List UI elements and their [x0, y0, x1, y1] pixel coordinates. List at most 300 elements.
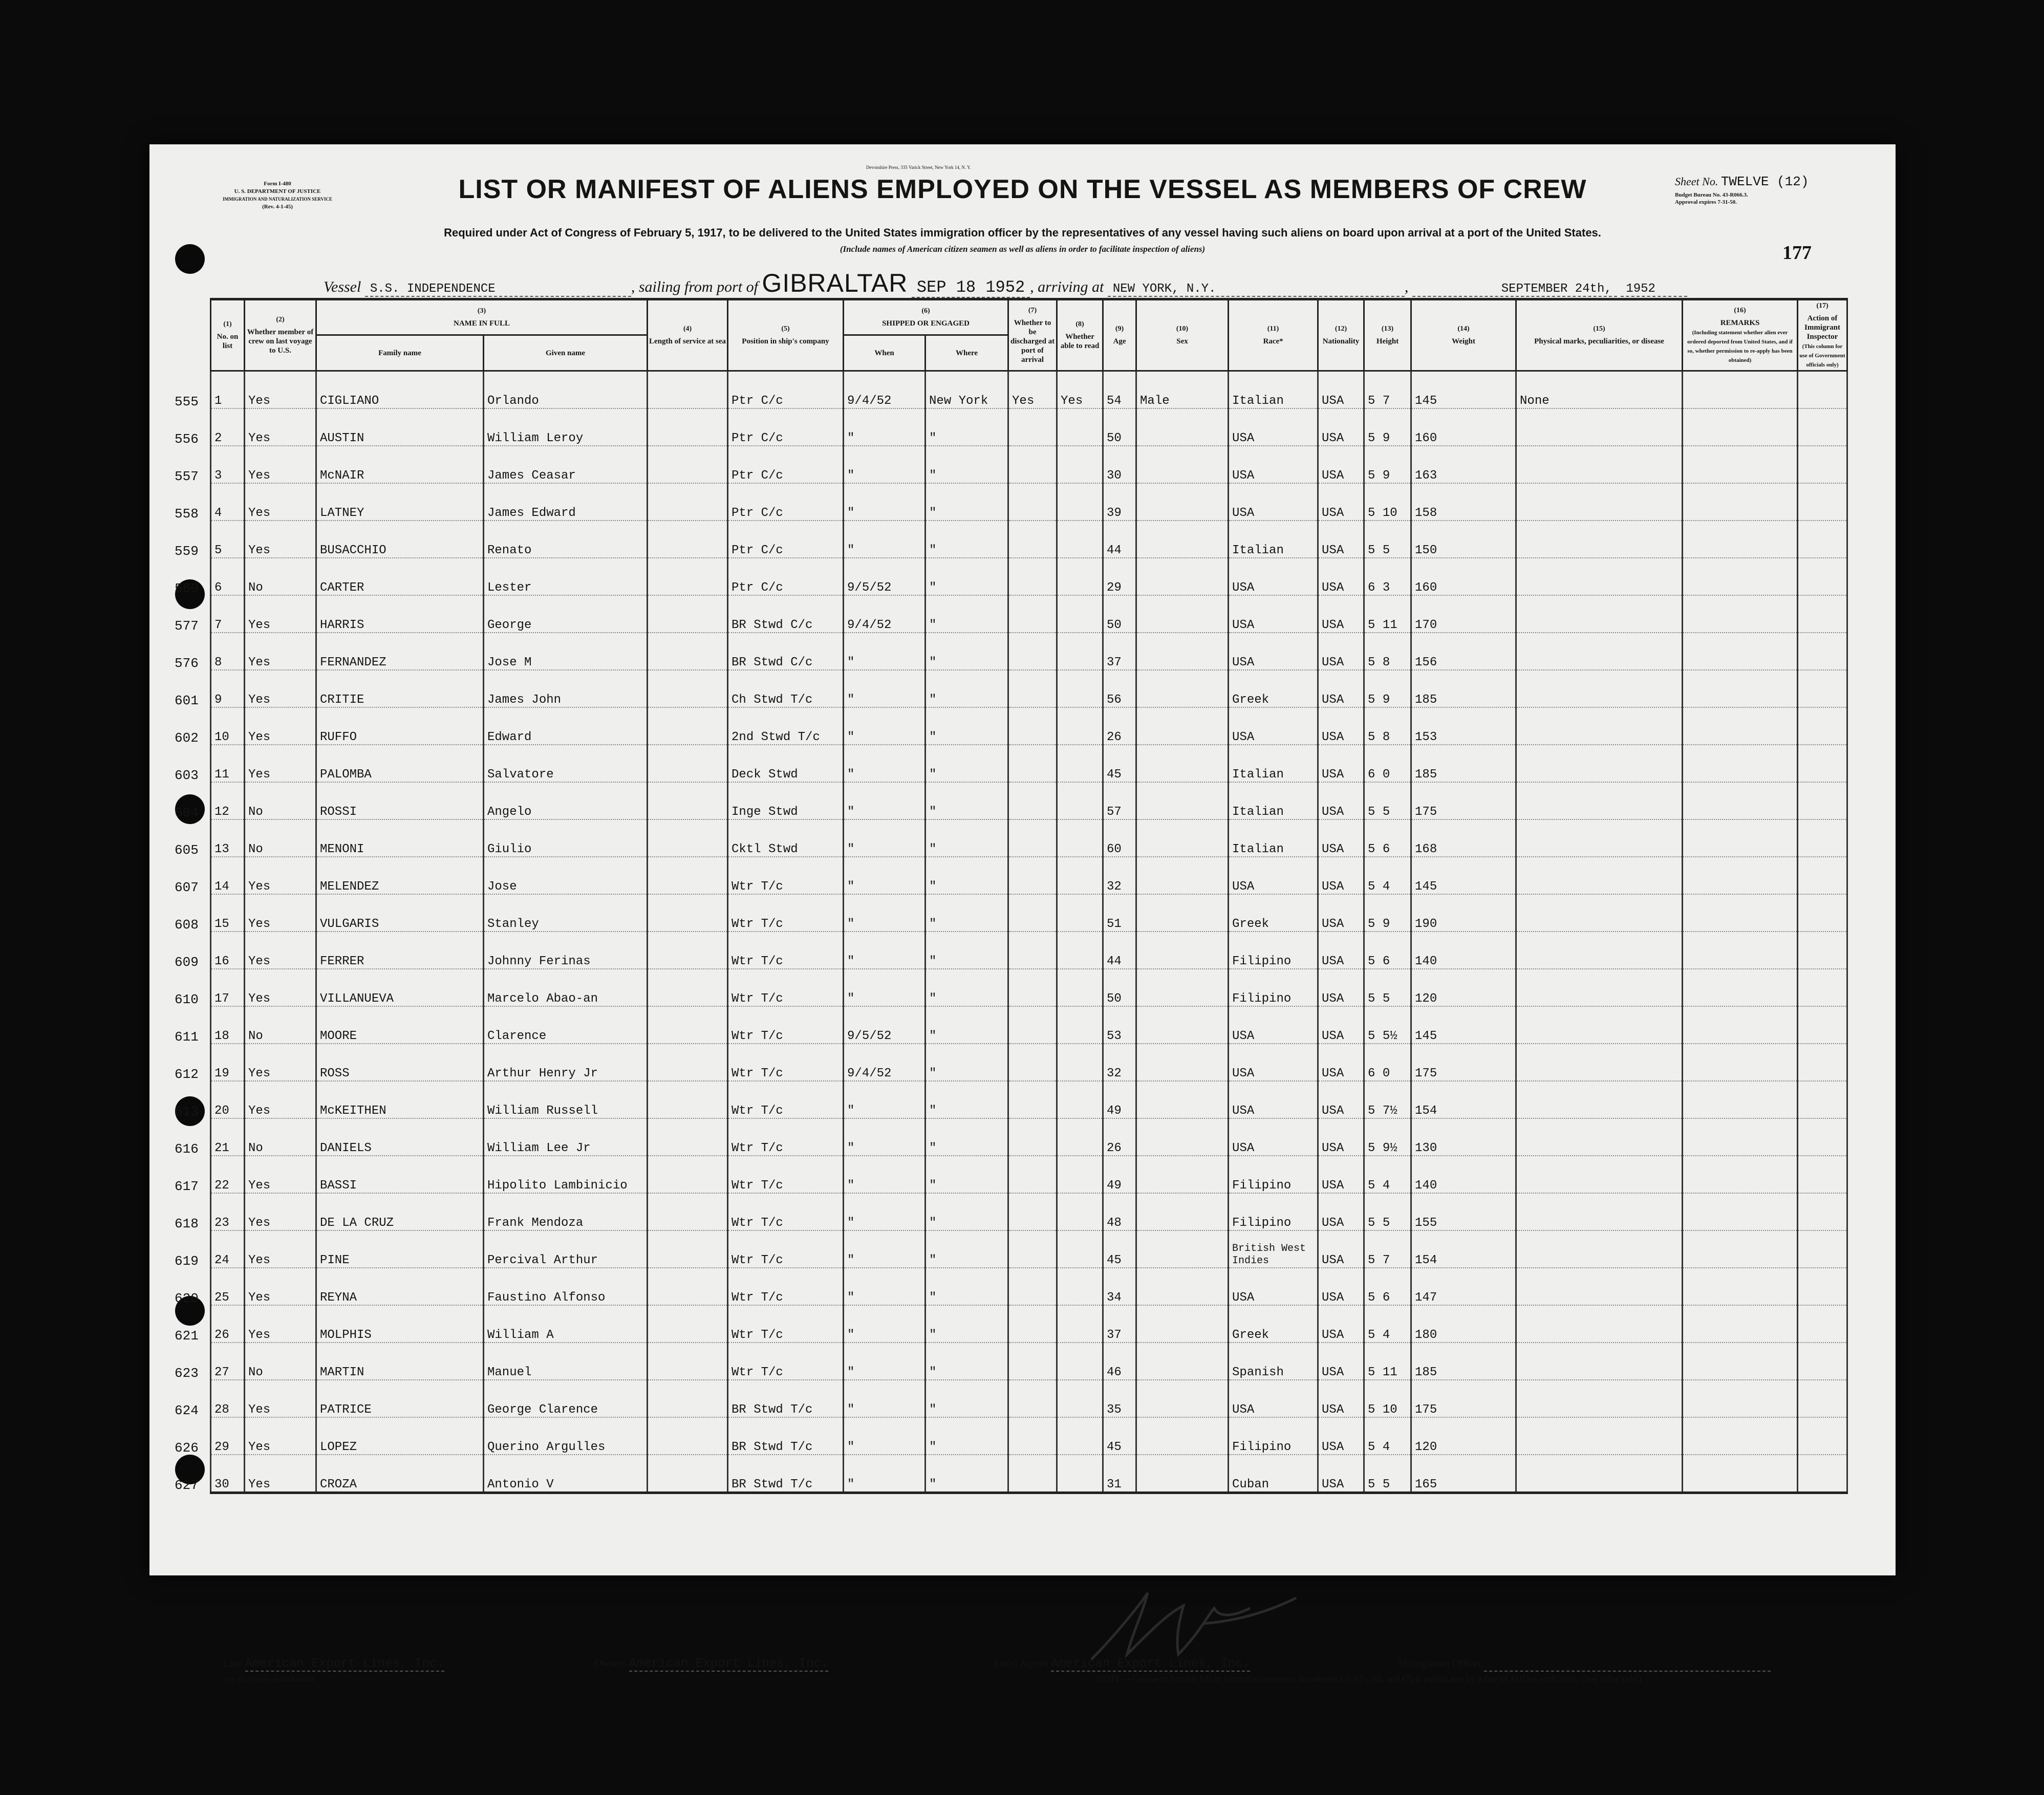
vessel-label: Vessel [324, 278, 361, 295]
race-cell: USA [1229, 1118, 1318, 1156]
height-cell: 5 5 [1364, 969, 1411, 1006]
position-cell: Wtr T/c [728, 1006, 844, 1044]
sex-cell [1136, 894, 1229, 932]
table-row [211, 1118, 1847, 1156]
service-name: IMMIGRATION AND NATURALIZATION SERVICE [223, 197, 332, 202]
sex-cell [1136, 857, 1229, 894]
physical-marks-cell [1516, 408, 1683, 446]
discharge-cell [1008, 1118, 1057, 1156]
list-number: 2 [214, 431, 222, 445]
shipped-where-cell: " [926, 1193, 1008, 1230]
discharge-cell [1008, 1380, 1057, 1417]
height-cell: 5 4 [1364, 1305, 1411, 1343]
weight-cell: 185 [1411, 670, 1516, 707]
height-cell: 5 6 [1364, 819, 1411, 857]
inspector-action-cell [1798, 969, 1847, 1006]
shipped-when-cell: " [844, 633, 926, 670]
able-to-read-cell [1057, 1455, 1103, 1493]
physical-marks-cell [1516, 1343, 1683, 1380]
serial-number: 623 [175, 1366, 199, 1381]
discharge-cell [1008, 1417, 1057, 1455]
sex-cell [1136, 1006, 1229, 1044]
arrival-year: 1952 [1621, 282, 1687, 297]
list-number: 26 [214, 1328, 229, 1342]
penalty-note: NOTE.—Failure to furnish full or correct information in columns (3), (5), (6), and (7) is punishable by a fine of $10 for each alien. (See other side.) [1096, 1674, 1642, 1684]
list-number: 1 [214, 394, 222, 408]
physical-marks-cell [1516, 483, 1683, 521]
able-to-read-cell [1057, 483, 1103, 521]
given-name-cell: Angelo [484, 782, 648, 819]
shipped-when-cell: " [844, 1081, 926, 1118]
table-row [211, 1455, 1847, 1493]
able-to-read-cell [1057, 969, 1103, 1006]
manifest-body [175, 371, 1847, 1493]
service-length-cell [648, 782, 728, 819]
row-number-cell [175, 932, 245, 970]
shipped-where-cell: " [926, 1006, 1008, 1044]
weight-cell: 145 [1411, 1006, 1516, 1044]
given-name-cell: Jose M [484, 633, 648, 670]
family-name-cell: BASSI [316, 1156, 484, 1193]
inspector-action-cell [1798, 521, 1847, 558]
serial-number: 556 [175, 431, 199, 447]
discharge-cell [1008, 1081, 1057, 1118]
position-cell: BR Stwd C/c [728, 633, 844, 670]
shipped-where-cell: " [926, 521, 1008, 558]
previous-voyage-cell: Yes [245, 1230, 316, 1268]
discharge-cell [1008, 558, 1057, 595]
race-cell: Cuban [1229, 1455, 1318, 1493]
row-number-cell [175, 1230, 245, 1269]
able-to-read-cell [1057, 1193, 1103, 1230]
family-name-cell: FERRER [316, 932, 484, 969]
weight-cell: 190 [1411, 894, 1516, 932]
given-name-cell: William Lee Jr [484, 1118, 648, 1156]
remarks-cell [1683, 819, 1798, 857]
position-cell: Ptr C/c [728, 371, 844, 409]
table-row [211, 819, 1847, 857]
nationality-cell: USA [1318, 1380, 1364, 1417]
sex-cell [1136, 1230, 1229, 1268]
physical-marks-cell [1516, 1193, 1683, 1230]
weight-cell: 130 [1411, 1118, 1516, 1156]
physical-marks-cell [1516, 558, 1683, 595]
able-to-read-cell [1057, 670, 1103, 707]
row-number-cell [175, 1193, 245, 1231]
officer-value [1484, 1657, 1771, 1672]
table-row [211, 894, 1847, 932]
height-cell: 5 4 [1364, 857, 1411, 894]
family-name-cell: LATNEY [316, 483, 484, 521]
service-length-cell [648, 1044, 728, 1081]
height-cell: 5 7½ [1364, 1081, 1411, 1118]
previous-voyage-cell: Yes [245, 1380, 316, 1417]
physical-marks-cell [1516, 969, 1683, 1006]
list-number: 20 [214, 1104, 229, 1118]
row-number-cell [175, 1455, 245, 1493]
able-to-read-cell [1057, 1305, 1103, 1343]
family-name-cell: CARTER [316, 558, 484, 595]
shipped-when-cell: " [844, 670, 926, 707]
previous-voyage-cell: Yes [245, 1455, 316, 1493]
table-row [211, 446, 1847, 483]
discharge-cell [1008, 857, 1057, 894]
service-length-cell [648, 670, 728, 707]
previous-voyage-cell: Yes [245, 633, 316, 670]
age-cell: 46 [1103, 1343, 1136, 1380]
serial-number: 576 [175, 656, 199, 671]
col-discharge-header: (7) Whether to be discharged at port of arrival [1008, 299, 1057, 371]
physical-marks-cell [1516, 595, 1683, 633]
height-cell: 5 5 [1364, 1193, 1411, 1230]
serial-number: 613 [175, 1104, 199, 1119]
shipped-when-cell: " [844, 446, 926, 483]
table-row [211, 558, 1847, 595]
weight-cell: 180 [1411, 1305, 1516, 1343]
race-cell: Italian [1229, 521, 1318, 558]
row-number-cell [175, 969, 245, 1007]
sex-cell [1136, 1455, 1229, 1493]
list-number: 29 [214, 1440, 229, 1454]
serial-number: 559 [175, 544, 199, 559]
list-number: 8 [214, 656, 222, 669]
age-cell: 49 [1103, 1156, 1136, 1193]
inspector-action-cell [1798, 1343, 1847, 1380]
previous-voyage-cell: Yes [245, 483, 316, 521]
height-cell: 6 0 [1364, 1044, 1411, 1081]
shipped-when-cell: " [844, 969, 926, 1006]
height-cell: 5 8 [1364, 633, 1411, 670]
nationality-cell: USA [1318, 1156, 1364, 1193]
vessel-name: S.S. INDEPENDENCE [365, 282, 631, 297]
departure-port-stamp: GIBRALTAR [762, 269, 908, 297]
family-name-cell: FERNANDEZ [316, 633, 484, 670]
inspector-action-cell [1798, 1193, 1847, 1230]
service-length-cell [648, 371, 728, 409]
family-name-cell: PALOMBA [316, 745, 484, 782]
shipped-where-cell: " [926, 1156, 1008, 1193]
position-cell: Wtr T/c [728, 857, 844, 894]
serial-number: 610 [175, 992, 199, 1007]
inspector-action-cell [1798, 1044, 1847, 1081]
given-name-cell: James John [484, 670, 648, 707]
remarks-cell [1683, 745, 1798, 782]
discharge-cell [1008, 932, 1057, 969]
given-name-cell: George [484, 595, 648, 633]
service-length-cell [648, 857, 728, 894]
col-physical-marks-header: (15) Physical marks, peculiarities, or disease [1516, 299, 1683, 371]
race-cell: USA [1229, 857, 1318, 894]
footer-officer [1398, 1657, 1771, 1672]
race-cell: Italian [1229, 782, 1318, 819]
shipped-when-cell: 9/5/52 [844, 558, 926, 595]
height-cell: 5 5 [1364, 1455, 1411, 1493]
shipped-where-cell: " [926, 670, 1008, 707]
departure-date: SEP 18 1952 [912, 278, 1030, 298]
inspector-action-cell [1798, 558, 1847, 595]
race-cell: USA [1229, 408, 1318, 446]
nationality-cell: USA [1318, 521, 1364, 558]
sex-cell [1136, 1268, 1229, 1305]
inspector-action-cell [1798, 1455, 1847, 1493]
row-number-cell [175, 782, 245, 820]
col-sex-header: (10) Sex [1136, 299, 1229, 371]
service-length-cell [648, 483, 728, 521]
given-name-cell: Percival Arthur [484, 1230, 648, 1268]
shipped-where-cell: " [926, 558, 1008, 595]
row-number-cell [175, 595, 245, 634]
shipped-when-cell: " [844, 1193, 926, 1230]
able-to-read-cell: Yes [1057, 371, 1103, 409]
previous-voyage-cell: Yes [245, 707, 316, 745]
inspector-action-cell [1798, 745, 1847, 782]
able-to-read-cell [1057, 521, 1103, 558]
height-cell: 5 10 [1364, 483, 1411, 521]
inspector-action-cell [1798, 894, 1847, 932]
given-name-cell: Manuel [484, 1343, 648, 1380]
row-number-cell [175, 707, 245, 746]
serial-number: 618 [175, 1216, 199, 1231]
age-cell: 50 [1103, 595, 1136, 633]
given-name-cell: James Ceasar [484, 446, 648, 483]
discharge-cell [1008, 1156, 1057, 1193]
table-row [211, 371, 1847, 409]
col-height-header: (13) Height [1364, 299, 1411, 371]
physical-marks-cell: None [1516, 371, 1683, 409]
shipped-where-cell: " [926, 1380, 1008, 1417]
table-row [211, 1081, 1847, 1118]
previous-voyage-cell: Yes [245, 371, 316, 409]
remarks-cell [1683, 1118, 1798, 1156]
serial-number: 619 [175, 1253, 199, 1269]
nationality-cell: USA [1318, 782, 1364, 819]
row-number-cell [175, 670, 245, 708]
weight-cell: 140 [1411, 932, 1516, 969]
service-length-cell [648, 595, 728, 633]
page-number: 177 [1782, 242, 1812, 264]
serial-number: 627 [175, 1478, 199, 1493]
row-number-cell [175, 894, 245, 933]
given-name-cell: Edward [484, 707, 648, 745]
inspector-action-cell [1798, 707, 1847, 745]
height-cell: 5 6 [1364, 932, 1411, 969]
previous-voyage-cell: Yes [245, 1417, 316, 1455]
list-number: 5 [214, 544, 222, 557]
sex-cell [1136, 558, 1229, 595]
table-row [211, 670, 1847, 707]
nationality-cell: USA [1318, 819, 1364, 857]
table-row [211, 707, 1847, 745]
previous-voyage-cell: No [245, 1118, 316, 1156]
weight-cell: 120 [1411, 1417, 1516, 1455]
serial-number: 577 [175, 618, 199, 634]
given-name-cell: Orlando [484, 371, 648, 409]
service-length-cell [648, 1230, 728, 1268]
weight-cell: 155 [1411, 1193, 1516, 1230]
family-name-cell: PINE [316, 1230, 484, 1268]
serial-number: 557 [175, 469, 199, 484]
shipped-where-cell: " [926, 745, 1008, 782]
family-name-cell: DANIELS [316, 1118, 484, 1156]
row-number-cell [175, 408, 245, 447]
shipped-where-cell: " [926, 819, 1008, 857]
nationality-cell: USA [1318, 1044, 1364, 1081]
previous-voyage-cell: Yes [245, 595, 316, 633]
row-number-cell [175, 1118, 245, 1157]
position-cell: Ptr C/c [728, 558, 844, 595]
given-name-cell: Antonio V [484, 1455, 648, 1493]
page-title: LIST OR MANIFEST OF ALIENS EMPLOYED ON THE VESSEL AS MEMBERS OF CREW [458, 175, 1587, 204]
remarks-cell [1683, 1230, 1798, 1268]
list-number: 14 [214, 880, 229, 894]
family-name-cell: BUSACCHIO [316, 521, 484, 558]
age-cell: 56 [1103, 670, 1136, 707]
shipped-where-cell: " [926, 1455, 1008, 1493]
table-row [211, 595, 1847, 633]
shipped-where-cell: " [926, 1044, 1008, 1081]
position-cell: Wtr T/c [728, 1044, 844, 1081]
remarks-cell [1683, 1380, 1798, 1417]
previous-voyage-cell: Yes [245, 670, 316, 707]
shipped-where-cell: " [926, 446, 1008, 483]
age-cell: 32 [1103, 1044, 1136, 1081]
age-cell: 26 [1103, 1118, 1136, 1156]
row-number-cell [175, 1156, 245, 1194]
discharge-cell [1008, 1044, 1057, 1081]
position-cell: Wtr T/c [728, 969, 844, 1006]
age-cell: 45 [1103, 745, 1136, 782]
remarks-cell [1683, 1006, 1798, 1044]
sheet-value: TWELVE (12) [1720, 174, 1809, 189]
sex-cell [1136, 932, 1229, 969]
previous-voyage-cell: Yes [245, 1268, 316, 1305]
list-number: 4 [214, 506, 222, 520]
table-row [211, 1230, 1847, 1268]
serial-number: 607 [175, 880, 199, 895]
shipped-where-cell: " [926, 932, 1008, 969]
height-cell: 5 4 [1364, 1417, 1411, 1455]
physical-marks-cell [1516, 1044, 1683, 1081]
discharge-cell: Yes [1008, 371, 1057, 409]
discharge-cell [1008, 408, 1057, 446]
service-length-cell [648, 1305, 728, 1343]
position-cell: Wtr T/c [728, 932, 844, 969]
serial-number: 558 [175, 506, 199, 522]
previous-voyage-cell: No [245, 558, 316, 595]
position-cell: Cktl Stwd [728, 819, 844, 857]
row-number-cell [175, 819, 245, 858]
nationality-cell: USA [1318, 1305, 1364, 1343]
nationality-cell: USA [1318, 1455, 1364, 1493]
weight-cell: 170 [1411, 595, 1516, 633]
list-number: 3 [214, 469, 222, 483]
approval-expiry: Approval expires 7-31-50. [1675, 199, 1737, 205]
previous-voyage-cell: Yes [245, 969, 316, 1006]
remarks-cell [1683, 595, 1798, 633]
sex-cell [1136, 483, 1229, 521]
age-cell: 44 [1103, 932, 1136, 969]
discharge-cell [1008, 782, 1057, 819]
row-number-cell [175, 1006, 245, 1045]
position-cell: Wtr T/c [728, 1156, 844, 1193]
able-to-read-cell [1057, 745, 1103, 782]
arrival-port: NEW YORK, N.Y. [1108, 282, 1405, 297]
nationality-cell: USA [1318, 483, 1364, 521]
given-name-cell: Lester [484, 558, 648, 595]
nationality-cell: USA [1318, 1230, 1364, 1268]
col-when-header: When [844, 335, 926, 371]
remarks-cell [1683, 558, 1798, 595]
inspector-action-cell [1798, 1305, 1847, 1343]
row-number-cell [175, 521, 245, 559]
age-cell: 31 [1103, 1455, 1136, 1493]
list-number: 19 [214, 1067, 229, 1080]
given-name-cell: William A [484, 1305, 648, 1343]
given-name-cell: Arthur Henry Jr [484, 1044, 648, 1081]
page-subnote: (Include names of American citizen seamen as well as aliens in order to facilitate inspection of aliens) [840, 244, 1206, 254]
family-name-cell: AUSTIN [316, 408, 484, 446]
sex-cell [1136, 670, 1229, 707]
weight-cell: 145 [1411, 371, 1516, 409]
sex-cell [1136, 1343, 1229, 1380]
position-cell: Wtr T/c [728, 1081, 844, 1118]
weight-cell: 140 [1411, 1156, 1516, 1193]
nationality-cell: USA [1318, 1006, 1364, 1044]
list-number: 21 [214, 1141, 229, 1155]
serial-number: 555 [175, 394, 199, 409]
age-cell: 48 [1103, 1193, 1136, 1230]
voyage-line: Vessel S.S. INDEPENDENCE , sailing from port of GIBRALTAR SEP 18 1952 , arriving at NEW YORK, N.Y. , SEPTEMBER 24th, 1952 [324, 268, 1687, 298]
family-name-cell: ROSS [316, 1044, 484, 1081]
shipped-where-cell: " [926, 894, 1008, 932]
list-number: 6 [214, 581, 222, 595]
list-number: 22 [214, 1179, 229, 1193]
given-name-cell: Hipolito Lambinicio [484, 1156, 648, 1193]
discharge-cell [1008, 483, 1057, 521]
sex-cell [1136, 1380, 1229, 1417]
service-length-cell [648, 1380, 728, 1417]
remarks-cell [1683, 1268, 1798, 1305]
height-cell: 5 10 [1364, 1380, 1411, 1417]
list-number: 9 [214, 693, 222, 707]
shipped-where-cell: " [926, 1305, 1008, 1343]
age-cell: 34 [1103, 1268, 1136, 1305]
able-to-read-cell [1057, 707, 1103, 745]
shipped-when-cell: " [844, 782, 926, 819]
list-number: 16 [214, 955, 229, 968]
able-to-read-cell [1057, 1044, 1103, 1081]
remarks-cell [1683, 782, 1798, 819]
list-number: 13 [214, 842, 229, 856]
col-weight-header: (14) Weight [1411, 299, 1516, 371]
inspector-action-cell [1798, 1417, 1847, 1455]
serial-number: 626 [175, 1440, 199, 1456]
family-name-cell: MELENDEZ [316, 857, 484, 894]
inspector-action-cell [1798, 1156, 1847, 1193]
discharge-cell [1008, 1193, 1057, 1230]
row-number-cell [175, 745, 245, 783]
sex-cell [1136, 969, 1229, 1006]
sex-cell [1136, 782, 1229, 819]
physical-marks-cell [1516, 1305, 1683, 1343]
owners-label: Owners [595, 1658, 627, 1669]
table-row [211, 521, 1847, 558]
weight-cell: 165 [1411, 1455, 1516, 1493]
position-cell: Ptr C/c [728, 521, 844, 558]
row-number-cell [175, 1417, 245, 1456]
inspector-action-cell [1798, 371, 1847, 409]
manifest-sheet [149, 144, 1896, 1684]
